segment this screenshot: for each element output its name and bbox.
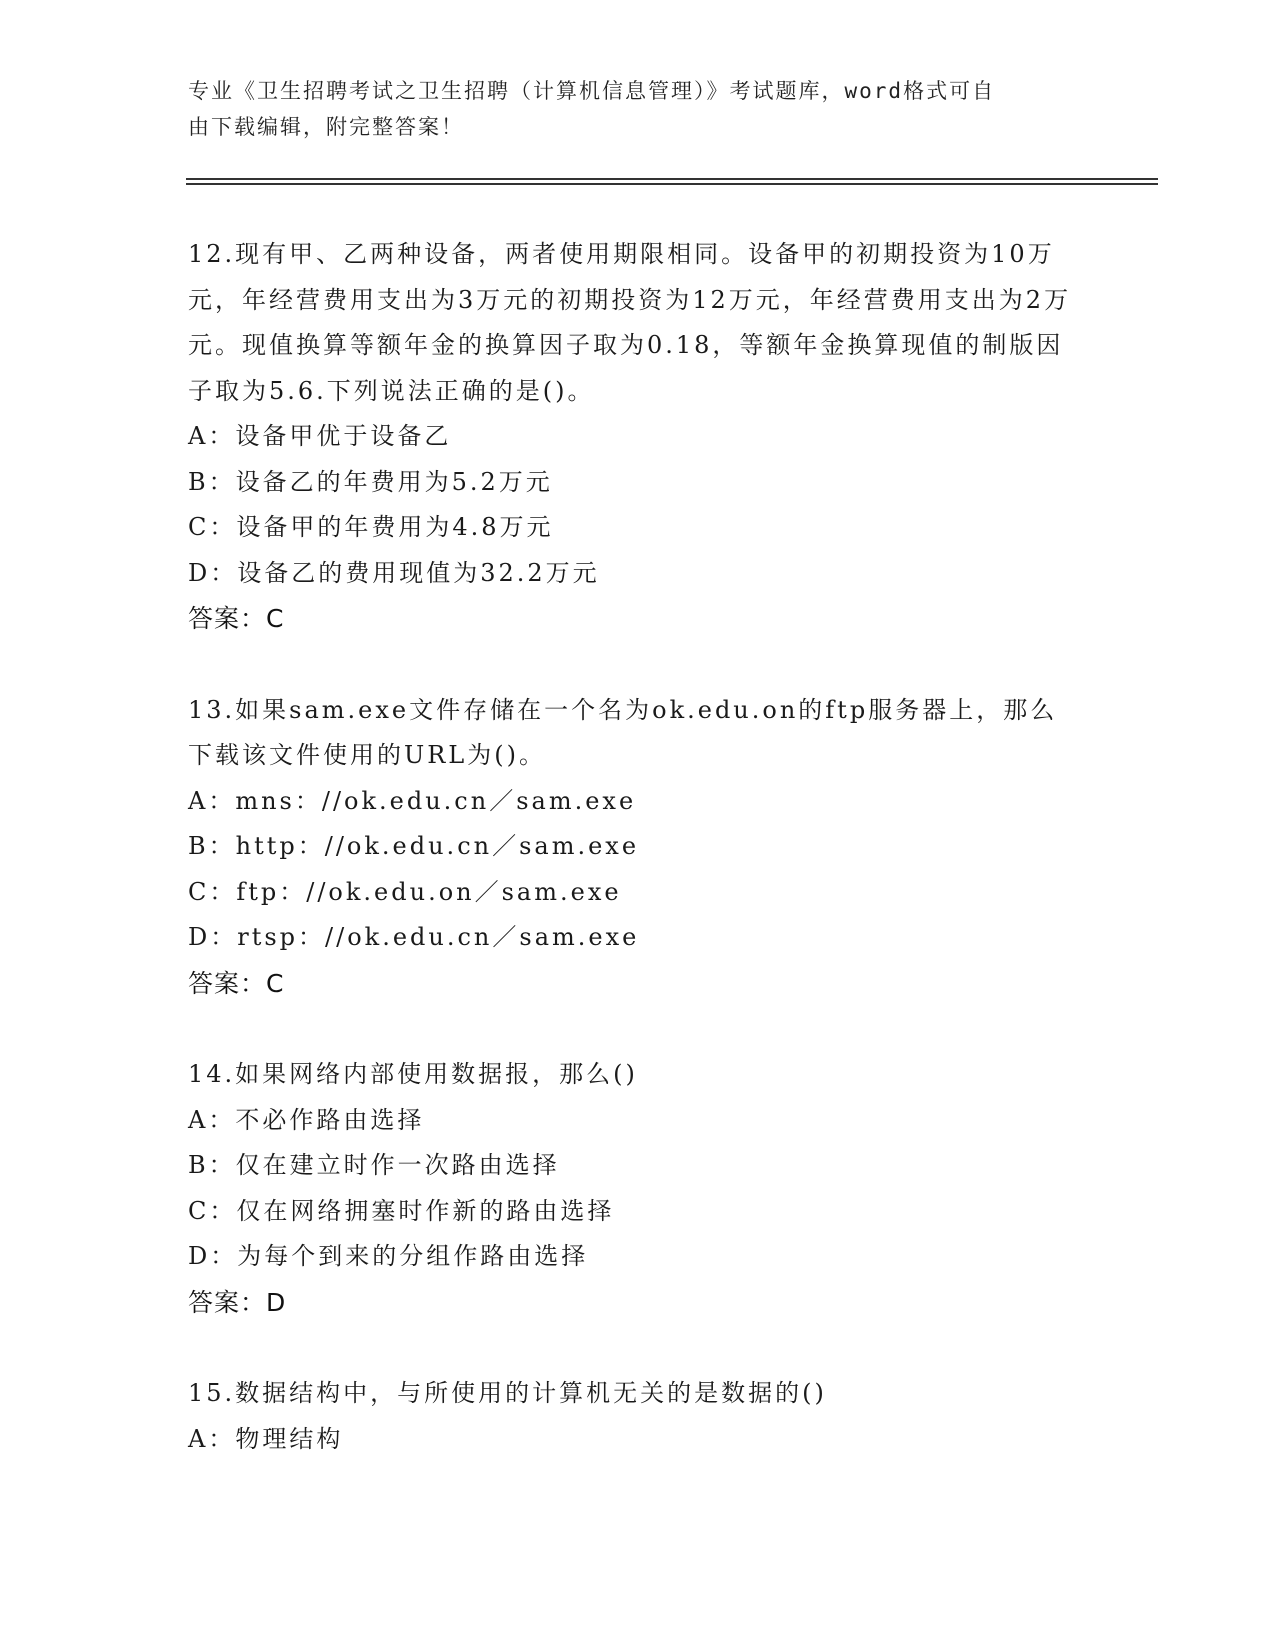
answer-label: 答案：C: [188, 604, 285, 633]
option-d: D：为每个到来的分组作路由选择: [188, 1242, 589, 1270]
option-a: A：不必作路由选择: [188, 1105, 425, 1134]
question-text: 13.如果sam.exe文件存储在一个名为ok.edu.on的ftp服务器上，那么下载该文件使用的URL为()。: [188, 695, 1058, 769]
answer-label: 答案：D: [188, 1287, 287, 1317]
question-text: 15.数据结构中，与所使用的计算机无关的是数据的(): [188, 1379, 827, 1407]
question-text: 12.现有甲、乙两种设备，两者使用期限相同。设备甲的初期投资为10万元，年经营费用支出为3万元的初期投资为12万元，年经营费用支出为2万元。现值换算等额年金的换算因子取为0.18，等额年金换算现值的制版因子取为5.6.下列说法正确的是()。: [188, 240, 1072, 405]
option-b: B：设备乙的年费用为5.2万元: [188, 467, 553, 496]
option-d: D：rtsp：//ok.edu.cn／sam.exe: [188, 923, 640, 951]
question-list: [188, 232, 1088, 1508]
answer-label: 答案：C: [188, 968, 285, 998]
option-a: A：设备甲优于设备乙: [188, 422, 452, 450]
question-12: [188, 232, 1088, 642]
question-text: 14.如果网络内部使用数据报，那么(): [188, 1060, 638, 1088]
header-divider-bottom: [186, 183, 1158, 185]
option-d: D：设备乙的费用现值为32.2万元: [188, 558, 600, 587]
header-line-1: 专业《卫生招聘考试之卫生招聘（计算机信息管理）》考试题库，word格式可自: [188, 79, 996, 103]
option-a: A：物理结构: [188, 1424, 344, 1453]
header-divider-top: [186, 178, 1158, 180]
question-15: [188, 1371, 1088, 1462]
option-b: B：仅在建立时作一次路由选择: [188, 1151, 560, 1179]
header-line-2: 由下载编辑，附完整答案！: [188, 115, 464, 139]
option-c: C：ftp：//ok.edu.on／sam.exe: [188, 877, 622, 906]
option-c: C：设备甲的年费用为4.8万元: [188, 513, 554, 541]
document-header: [188, 73, 1068, 145]
option-b: B：http：//ok.edu.cn／sam.exe: [188, 832, 640, 860]
option-c: C：仅在网络拥塞时作新的路由选择: [188, 1196, 615, 1225]
question-13: [188, 688, 1088, 1007]
question-14: [188, 1052, 1088, 1325]
option-a: A：mns：//ok.edu.cn／sam.exe: [188, 786, 637, 815]
